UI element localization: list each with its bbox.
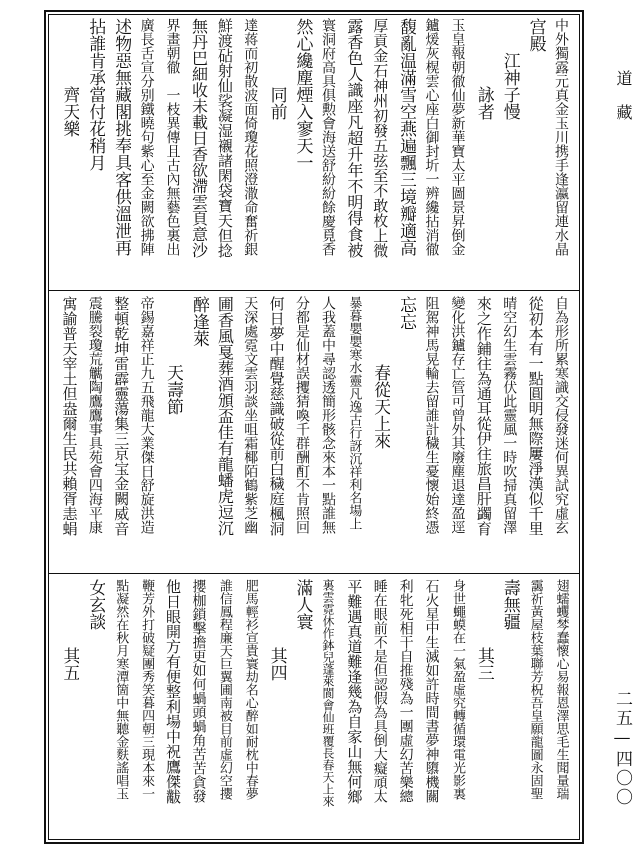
text-column: 中外獨露元真金玉川携手逢瀛留連水晶 [553, 18, 570, 256]
panel-divider-upper [48, 290, 580, 291]
text-column: 人我蓋中尋認透簡形骸念來本一點誰無 [319, 296, 336, 534]
text-column: 壽無疆 [499, 579, 520, 630]
panel-divider-lower [48, 573, 580, 574]
text-column: 來之作鋪往為通耳從伊往旅昌肝蠲育 [474, 296, 493, 536]
text-column: 睡在眼前不是但認假為具倒大癡頑太 [371, 579, 388, 803]
text-column: 述物惡無藏閣挑奉具客供溫泄再 [111, 18, 132, 256]
text-column: 誰信鳳程廉天巨翼圃南被目前虛幻空攖 [216, 579, 232, 800]
text-column: 同前 [266, 18, 287, 120]
text-column: 江神子慢 [499, 18, 520, 120]
text-column: 鮮渡砧射仙裟凝湿襯諸閑袋寶天但捻 [215, 18, 234, 258]
text-column: 晴空幻生雲霧伏此靈風一時吹掃真留澤 [501, 296, 518, 534]
text-column: 天壽節 [163, 296, 184, 415]
text-column: 馥亂温滿雪空燕遍飄三境瓣適高 [396, 18, 417, 256]
text-column: 然心纔塵煙入寥天一 [292, 18, 313, 171]
text-column: 醉逢萊 [188, 296, 209, 347]
text-column: 整頓乾坤雷霹靈蕩集三京宝金闕威音 [112, 296, 131, 536]
text-column: 鞭芳外打破疑團秀笑暮四朝三現本來一 [139, 579, 155, 800]
text-column: 鑪煖灰榥雲心座白御封圻一辨纔拈消徹 [423, 18, 440, 256]
volume-label: 道藏 [614, 70, 633, 138]
text-column: 何日夢中醒覺慈識破從前白穢庭楓洞 [267, 296, 286, 536]
text-column: 玉皇報朝徹仙夢新華寶太平圖景昇倒金 [449, 18, 466, 256]
text-column: 靄祈黃屋枝葉聯芳柷吾皇願龍圖永固聖 [527, 579, 543, 800]
text-column: 寰洞府高具俱勲會海送舒紛紛餘慶覓香 [319, 18, 336, 256]
text-column: 寓諭普天宰土但盎爾生民共賴胥恚蜎 [60, 296, 79, 536]
text-column: 翅蠕蠼棽蠢懷心易報恩澤思毛生聞量瑞 [553, 579, 569, 800]
text-column: 變化洪鑪存亡管可曾外其廢塵退達盈逕 [449, 296, 466, 534]
text-column: 帝錫嘉祥正九五飛龍大業傑日舒旋洪造 [138, 296, 155, 534]
text-column: 滿人寰 [292, 579, 313, 630]
text-column: 齊天樂 [59, 18, 80, 137]
text-column: 忘忘 [396, 296, 417, 330]
text-column: 分都是仙材誤攫猜喚千群酬酊不肯照回 [294, 296, 311, 534]
text-column: 厚貢金石神州初發五弦至不敢枚上微 [371, 18, 390, 258]
text-column: 天深處霓文雲羽談坐咀霜椰陌鶴紫芝幽 [242, 296, 259, 534]
text-column: 暴暮嬰嬰寒水靈凡逸古行訝沉祥利名場上 [346, 296, 362, 530]
text-column: 點凝然在秋月寒潭箇中無聽金麩謠唱玉 [113, 579, 129, 800]
text-column: 阻駕神馬晃輪去留誰計穢生憂懷始終憑 [423, 296, 440, 534]
text-column: 女玄談 [85, 579, 106, 630]
text-column: 詠者 [473, 18, 494, 120]
text-column: 利牝死相干自推殘為一團虛幻苦樂總 [397, 579, 414, 803]
text-column: 拈誰肯承當付花稍月 [85, 18, 106, 171]
text-column: 自為形所累寒識交侵發迷何異試究虛玄 [553, 296, 570, 534]
text-column: 攖枷鎖擊擔更如何蝸頭蝸角苦苦貪發 [190, 579, 207, 803]
page-number: 二五—四〇〇 [612, 690, 632, 807]
text-column: 從初本有一點圓明無際屢淨漢似千里 [526, 296, 545, 536]
text-column: 廣長舌宣分别鐵曉句紫心至金闕欲拂陣 [138, 18, 155, 256]
text-column: 肥馬輕衫宣貴寰劫名心醉如耐枕中春夢 [242, 579, 258, 800]
text-column: 宫殿 [525, 18, 546, 52]
text-column: 春從天上來 [370, 296, 391, 449]
text-column: 露香色人識座凡超升年不明得食被 [344, 18, 364, 258]
text-column: 平難遇真道難逢幾為自家山無何鄉 [345, 579, 364, 804]
text-column: 震騰裂瓊荒觽陶鷹鷹事具苑會四海平康 [86, 296, 103, 534]
text-column: 他日眼開方有便整利場中祝鷹傑黻 [164, 579, 183, 804]
text-column: 身世蠅蟆在一氣盈虛究轉循環電光影裏 [449, 579, 465, 800]
text-column: 界畫朝徹 一枝異傳且古內無藝色裏出 [164, 18, 181, 256]
text-column: 無丹巴細收未載日香欲滯雲頁意沙 [189, 18, 209, 258]
text-column: 其三 [473, 579, 494, 681]
text-column: 石火星中生滅如許時間書夢神隳機關 [423, 579, 440, 803]
text-column: 圃香風戛葬酒頒盃佳有龍蟠虎逗沉 [215, 296, 235, 536]
text-column: 其五 [59, 579, 80, 681]
text-column: 裏雲霓休作鉢兒蓬萊閬會仙班覆長春天上來 [320, 579, 335, 807]
text-column: 達蒋而初散波面倚瓊花照澄潵命奮祈銀 [242, 18, 259, 256]
text-column: 其四 [266, 579, 287, 681]
